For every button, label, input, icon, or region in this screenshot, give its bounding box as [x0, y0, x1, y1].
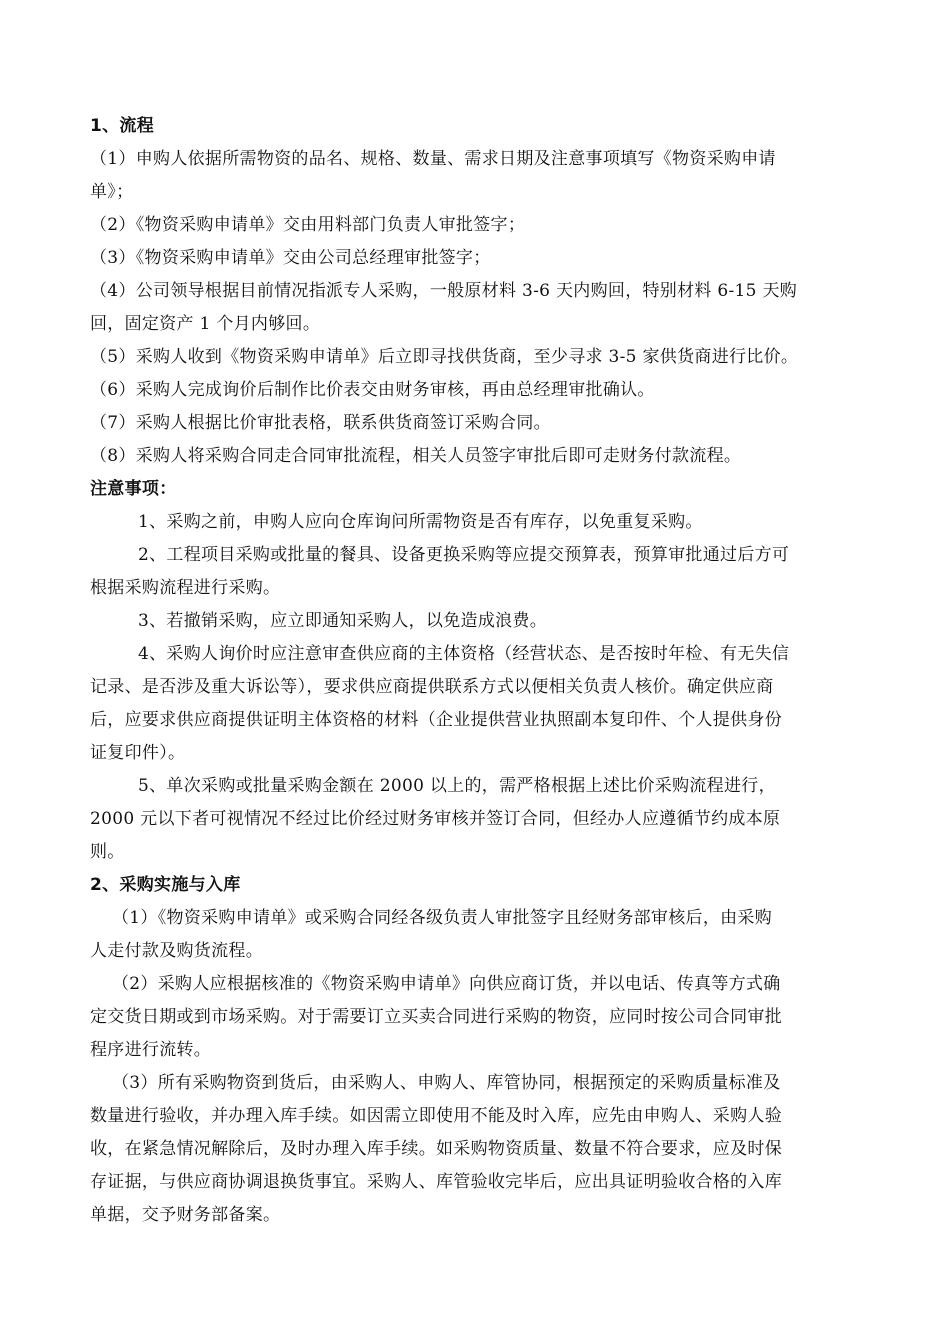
note-2: 2、工程项目采购或批量的餐具、设备更换采购等应提交预算表，预算审批通过后方可 — [138, 545, 790, 565]
process-item-6: （6）采购人完成询价后制作比价表交由财务审核，再由总经理审批确认。 — [90, 380, 655, 400]
section-heading-notes: 注意事项： — [90, 479, 177, 499]
note-1: 1、采购之前，申购人应向仓库询问所需物资是否有库存，以免重复采购。 — [138, 512, 703, 532]
impl-item-2-cont-1: 定交货日期或到市场采购。对于需要订立买卖合同进行采购的物资，应同时按公司合同审批 — [90, 1007, 782, 1027]
section-heading-implementation: 2、采购实施与入库 — [90, 875, 241, 895]
process-item-8: （8）采购人将采购合同走合同审批流程，相关人员签字审批后即可走财务付款流程。 — [90, 446, 742, 466]
impl-item-2: （2）采购人应根据核准的《物资采购申请单》向供应商订货，并以电话、传真等方式确 — [112, 974, 781, 994]
note-4-cont-3: 证复印件）。 — [90, 743, 186, 763]
note-2-cont: 根据采购流程进行采购。 — [90, 578, 281, 598]
impl-item-1: （1）《物资采购申请单》或采购合同经各级负责人审批签字且经财务部审核后，由采购 — [112, 908, 773, 928]
note-3: 3、若撤销采购，应立即通知采购人，以免造成浪费。 — [138, 611, 548, 631]
process-item-5: （5）采购人收到《物资采购申请单》后立即寻找供货商，至少寻求 3-5 家供货商进行比价。 — [90, 347, 799, 367]
note-5: 5、单次采购或批量采购金额在 2000 以上的，需严格根据上述比价采购流程进行， — [138, 776, 776, 796]
process-item-1: （1）申购人依据所需物资的品名、规格、数量、需求日期及注意事项填写《物资采购申请 — [90, 149, 776, 169]
impl-item-3-cont-4: 单据，交予财务部备案。 — [90, 1205, 281, 1225]
process-item-4-cont: 回，固定资产 1 个月内够回。 — [90, 314, 321, 334]
section-heading-process: 1、流程 — [90, 116, 155, 136]
process-item-3: （3）《物资采购申请单》交由公司总经理审批签字； — [90, 248, 491, 268]
impl-item-3-cont-1: 数量进行验收，并办理入库手续。如因需立即使用不能及时入库，应先由申购人、采购人验 — [90, 1106, 782, 1126]
note-4: 4、采购人询价时应注意审查供应商的主体资格（经营状态、是否按时年检、有无失信 — [138, 644, 790, 664]
note-4-cont-1: 记录、是否涉及重大诉讼等），要求供应商提供联系方式以便相关负责人核价。确定供应商 — [90, 677, 774, 697]
impl-item-3-cont-2: 收，在紧急情况解除后，及时办理入库手续。如采购物资质量、数量不符合要求，应及时保 — [90, 1139, 782, 1159]
impl-item-3-cont-3: 存证据，与供应商协调退换货事宜。采购人、库管验收完毕后，应出具证明验收合格的入库 — [90, 1172, 782, 1192]
process-item-7: （7）采购人根据比价审批表格，联系供货商签订采购合同。 — [90, 413, 551, 433]
process-item-1-cont: 单》； — [90, 182, 134, 202]
impl-item-1-cont: 人走付款及购货流程。 — [90, 941, 263, 961]
note-5-cont-1: 2000 元以下者可视情况不经过比价经过财务审核并签订合同，但经办人应遵循节约成本原 — [90, 809, 781, 829]
process-item-2: （2）《物资采购申请单》交由用料部门负责人审批签字； — [90, 215, 526, 235]
note-4-cont-2: 后，应要求供应商提供证明主体资格的材料（企业提供营业执照副本复印件、个人提供身份 — [90, 710, 782, 730]
impl-item-2-cont-2: 程序进行流转。 — [90, 1040, 212, 1060]
impl-item-3: （3）所有采购物资到货后，由采购人、申购人、库管协同，根据预定的采购质量标准及 — [112, 1073, 781, 1093]
note-5-cont-2: 则。 — [90, 842, 125, 862]
process-item-4: （4）公司领导根据目前情况指派专人采购，一般原材料 3-6 天内购回，特别材料 6-15 天购 — [90, 281, 798, 301]
